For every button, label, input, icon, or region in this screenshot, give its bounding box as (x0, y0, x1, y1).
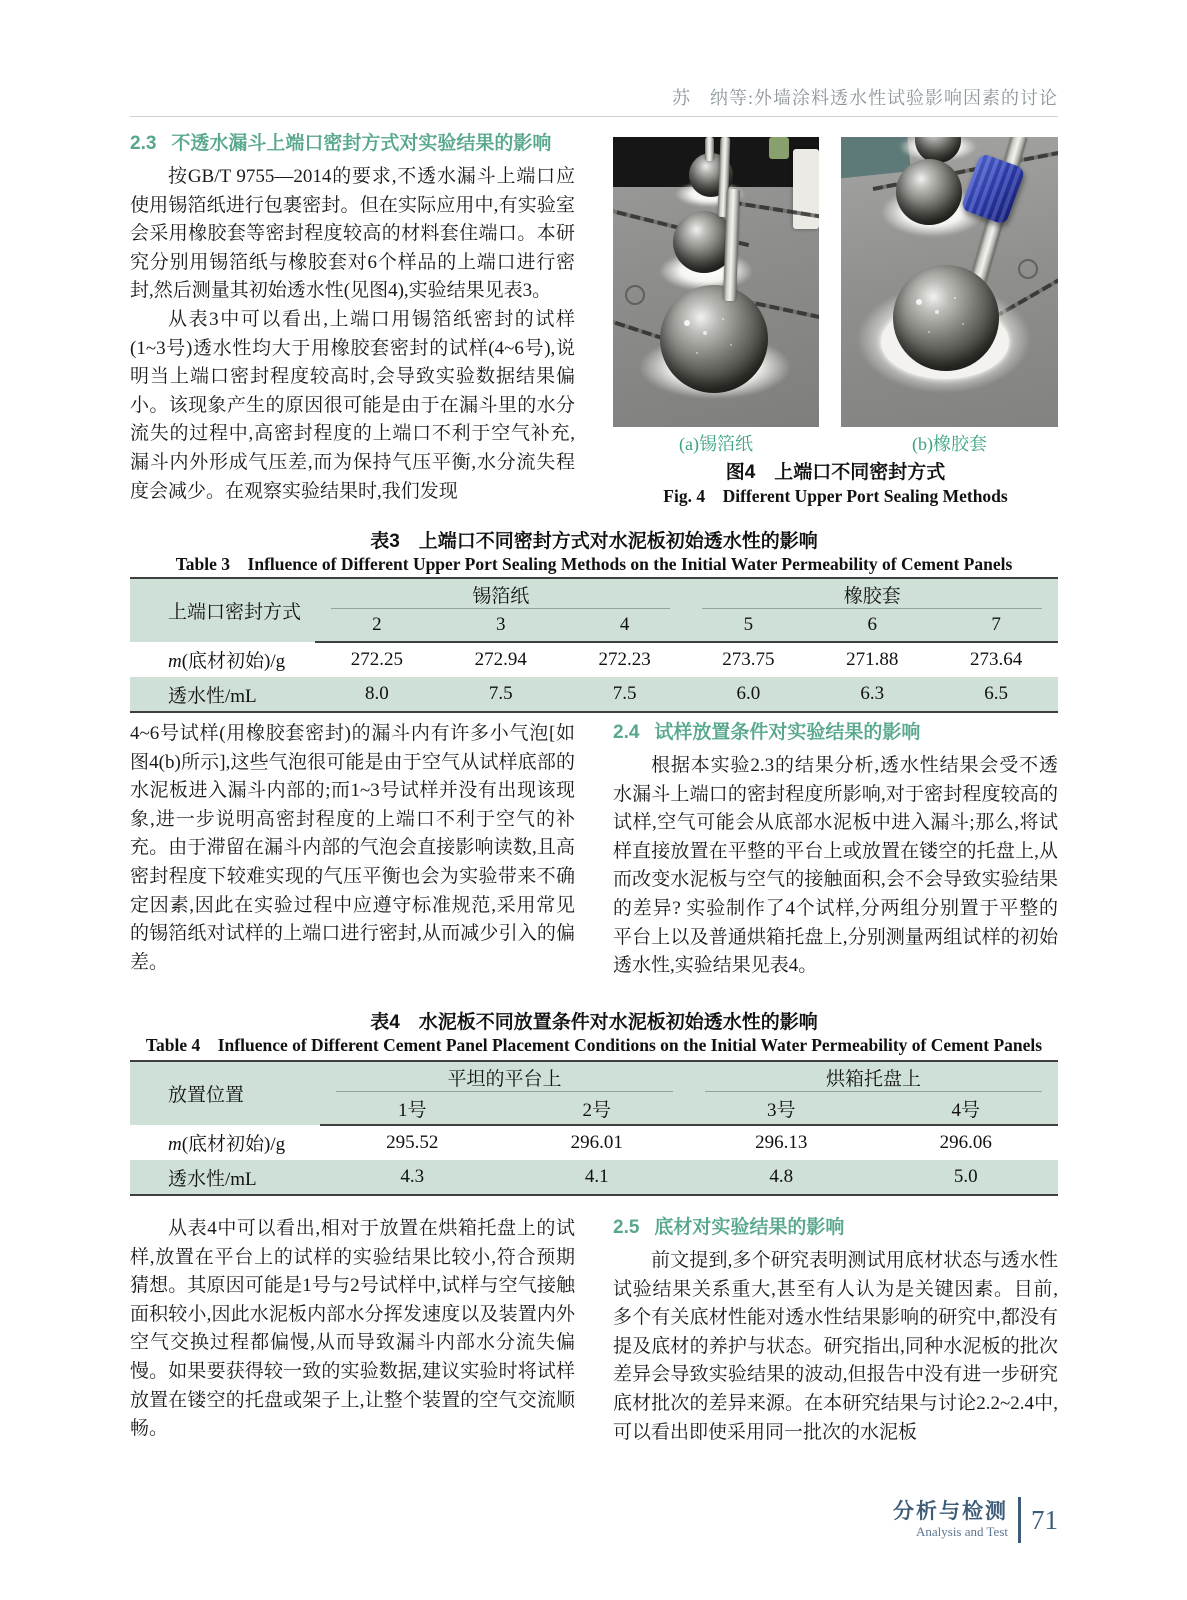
section-2-3-title: 不透水漏斗上端口密封方式对实验结果的影响 (171, 133, 552, 154)
table3-row-label-permeability: 透水性/mL (168, 685, 257, 707)
section-2-5-number: 2.5 (613, 1217, 640, 1238)
footer-section-name-en: Analysis and Test (915, 1524, 1008, 1539)
table3-sample-id: 6 (810, 609, 934, 642)
table4-row-label-permeability: 透水性/mL (168, 1168, 257, 1190)
table-cell: 5.0 (953, 1166, 978, 1187)
figure4b-caption: (b)橡胶套 (912, 434, 987, 454)
table4-sample-id: 4号 (874, 1092, 1059, 1125)
table-cell: 271.88 (846, 649, 899, 670)
glass-funnel-dome (893, 265, 999, 371)
table-cell: 272.94 (474, 649, 527, 670)
table4-sample-id: 3号 (689, 1092, 874, 1125)
table-row (130, 1160, 1058, 1195)
table-cell: 7.5 (488, 683, 513, 704)
section-2-4-text (613, 752, 1058, 981)
table3-sample-id: 5 (686, 609, 810, 642)
table3-row-label-mass: m(底材初始)/g (168, 651, 286, 672)
table-row (130, 642, 1058, 677)
table3-sample-id: 3 (439, 609, 563, 642)
table-row (130, 1125, 1058, 1160)
table4-sample-id: 1号 (320, 1092, 505, 1125)
funnel-tube (705, 137, 714, 161)
glass-funnel-dome (660, 285, 768, 393)
section-2-5-heading (613, 1215, 1058, 1241)
table-cell: 272.23 (598, 649, 651, 670)
header-rule (130, 116, 1058, 117)
table4-group-oven-tray: 烘箱托盘上 (689, 1061, 1058, 1092)
section-2-3-number: 2.3 (130, 133, 157, 154)
paragraph: 根据本实验2.3的结果分析,透水性结果会受不透水漏斗上端口的密封程度所影响,对于密封程度较高的试样,空气可能会从底部水泥板中进入漏斗;那么,将试样直接放置在平整的平台上或放置在镂空的托盘上,从而改变水泥板与空气的接触面积,会不会导致实验结果的差异? 实验制作了4个试样,分两组分别置于平整的平台上以及普通烘箱托盘上,分别测量两组试样的初始透水性,实验结果见表4。 (613, 755, 1058, 977)
paragraph: 从表4中可以看出,相对于放置在烘箱托盘上的试样,放置在平台上的试样的实验结果比较小,符合预期猜想。其原因可能是1号与2号试样中,试样与空气接触面积较小,因此水泥板内部水分挥发速度以及装置内外空气交换过程都偏慢,从而导致漏斗内部水分流失偏慢。如果要获得较一致的实验数据,建议实验时将试样放置在镂空的托盘或架子上,让整个装置的空气交流顺畅。 (130, 1218, 575, 1440)
table-cell: 296.01 (570, 1132, 623, 1153)
table4-sample-id: 2号 (505, 1092, 690, 1125)
footer-section-name-cn: 分析与检测 (893, 1500, 1008, 1523)
table4-corner-header: 放置位置 (168, 1085, 245, 1106)
table-cell: 7.5 (612, 683, 637, 704)
table-cell: 8.0 (365, 683, 389, 704)
section-2-4-number: 2.4 (613, 722, 640, 743)
section-2-3-text (130, 163, 575, 506)
tile-mark (625, 285, 645, 305)
section-2-4-heading (613, 720, 1058, 746)
paragraph: 从表3中可以看出,上端口用锡箔纸密封的试样(1~3号)透水性均大于用橡胶套密封的试样(4~6号),说明当上端口密封程度较高时,会导致实验数据结果偏小。该现象产生的原因很可能是由于在漏斗里的水分流失的过程中,高密封程度的上端口不利于空气补充,漏斗内外形成气压差,而为保持气压平衡,水分流失程度会减少。在观察实验结果时,我们发现 (130, 308, 575, 502)
table-cell: 295.52 (386, 1132, 439, 1153)
tile-mark (1018, 259, 1038, 279)
table4 (130, 1060, 1058, 1196)
bottle (769, 137, 789, 159)
footer-divider (1018, 1497, 1021, 1543)
section-2-4-discussion-text (130, 1215, 575, 1444)
section-2-5-text (613, 1247, 1058, 1447)
footer (893, 1497, 1058, 1543)
table-cell: 296.13 (755, 1132, 808, 1153)
section-2-3-heading (130, 131, 575, 157)
table3-caption-en: Table 3 Influence of Different Upper Port Sealing Methods on the Initial Water Permeability of Cement Panels (175, 554, 1013, 574)
table-cell: 4.3 (400, 1166, 425, 1187)
table-cell: 4.8 (769, 1166, 794, 1187)
glass-funnel-dome (896, 159, 962, 225)
paragraph: 4~6号试样(用橡胶套密封)的漏斗内有许多小气泡[如图4(b)所示],这些气泡很可能是由于空气从试样底部的水泥板进入漏斗内部的;而1~3号试样并没有出现该现象,进一步说明高密封程度的上端口不利于空气的补充。由于滞留在漏斗内部的气泡会直接影响读数,且高密封程度下较难实现的气压平衡也会为实验带来不确定因素,因此在实验过程中应遵守标准规范,采用常见的锡箔纸对试样的上端口进行密封,从而减少引入的偏差。 (130, 723, 575, 973)
running-header: 苏 纳等:外墙涂料透水性试验影响因素的讨论 (672, 88, 1058, 108)
figure4a-caption: (a)锡箔纸 (679, 434, 753, 454)
table3-corner-header: 上端口密封方式 (168, 602, 302, 623)
paragraph: 前文提到,多个研究表明测试用底材状态与透水性试验结果关系重大,甚至有人认为是关键因素。目前,多个有关底材性能对透水性结果影响的研究中,都没有提及底材的养护与状态。研究指出,同种水泥板的批次差异会导致实验结果的波动,但报告中没有进一步研究底材批次的差异来源。在本研究结果与讨论2.2~2.4中,可以看出即使采用同一批次的水泥板 (613, 1250, 1058, 1443)
figure4-caption-en: Fig. 4 Different Upper Port Sealing Methods (663, 486, 1008, 506)
table-cell: 6.0 (736, 683, 761, 704)
figure4a-photo-foil-sealed-funnels (613, 137, 819, 427)
table-cell: 296.06 (939, 1132, 992, 1153)
section-2-3-continued-text (130, 720, 575, 977)
table-cell: 4.1 (584, 1166, 609, 1187)
section-2-4-title: 试样放置条件对实验结果的影响 (654, 722, 921, 743)
table3-group-rubber: 橡胶套 (686, 578, 1058, 609)
table4-row-label-mass: m(底材初始)/g (168, 1134, 286, 1155)
paragraph: 按GB/T 9755—2014的要求,不透水漏斗上端口应使用锡箔纸进行包裹密封。但在实际应用中,有实验室会采用橡胶套等密封程度较高的材料套住端口。本研究分别用锡箔纸与橡胶套对6个样品的上端口进行密封,然后测量其初始透水性(见图4),实验结果见表3。 (130, 166, 575, 302)
figure4b-photo-rubber-sealed-funnels (841, 137, 1058, 427)
table-cell: 6.3 (860, 683, 885, 704)
table-cell: 273.64 (969, 649, 1023, 670)
table3-sample-id: 7 (934, 609, 1058, 642)
table-row (130, 677, 1058, 712)
table3-caption-cn: 表3 上端口不同密封方式对水泥板初始透水性的影响 (370, 531, 818, 552)
table3 (130, 577, 1058, 713)
table3-group-foil: 锡箔纸 (315, 578, 686, 609)
table4-group-platform: 平坦的平台上 (320, 1061, 689, 1092)
footer-journal-section (893, 1500, 1008, 1540)
table4-caption-cn: 表4 水泥板不同放置条件对水泥板初始透水性的影响 (370, 1012, 818, 1033)
page-number: 71 (1031, 1504, 1058, 1535)
section-2-5-title: 底材对实验结果的影响 (654, 1217, 845, 1238)
table-cell: 272.25 (350, 649, 404, 670)
figure4-caption-cn: 图4 上端口不同密封方式 (725, 462, 946, 483)
table-cell: 273.75 (722, 649, 775, 670)
table3-sample-id: 2 (315, 609, 439, 642)
table4-caption-en: Table 4 Influence of Different Cement Panel Placement Conditions on the Initial Water Permeability of Cement Panels (145, 1035, 1043, 1055)
table-cell: 6.5 (984, 683, 1008, 704)
table3-sample-id: 4 (563, 609, 687, 642)
